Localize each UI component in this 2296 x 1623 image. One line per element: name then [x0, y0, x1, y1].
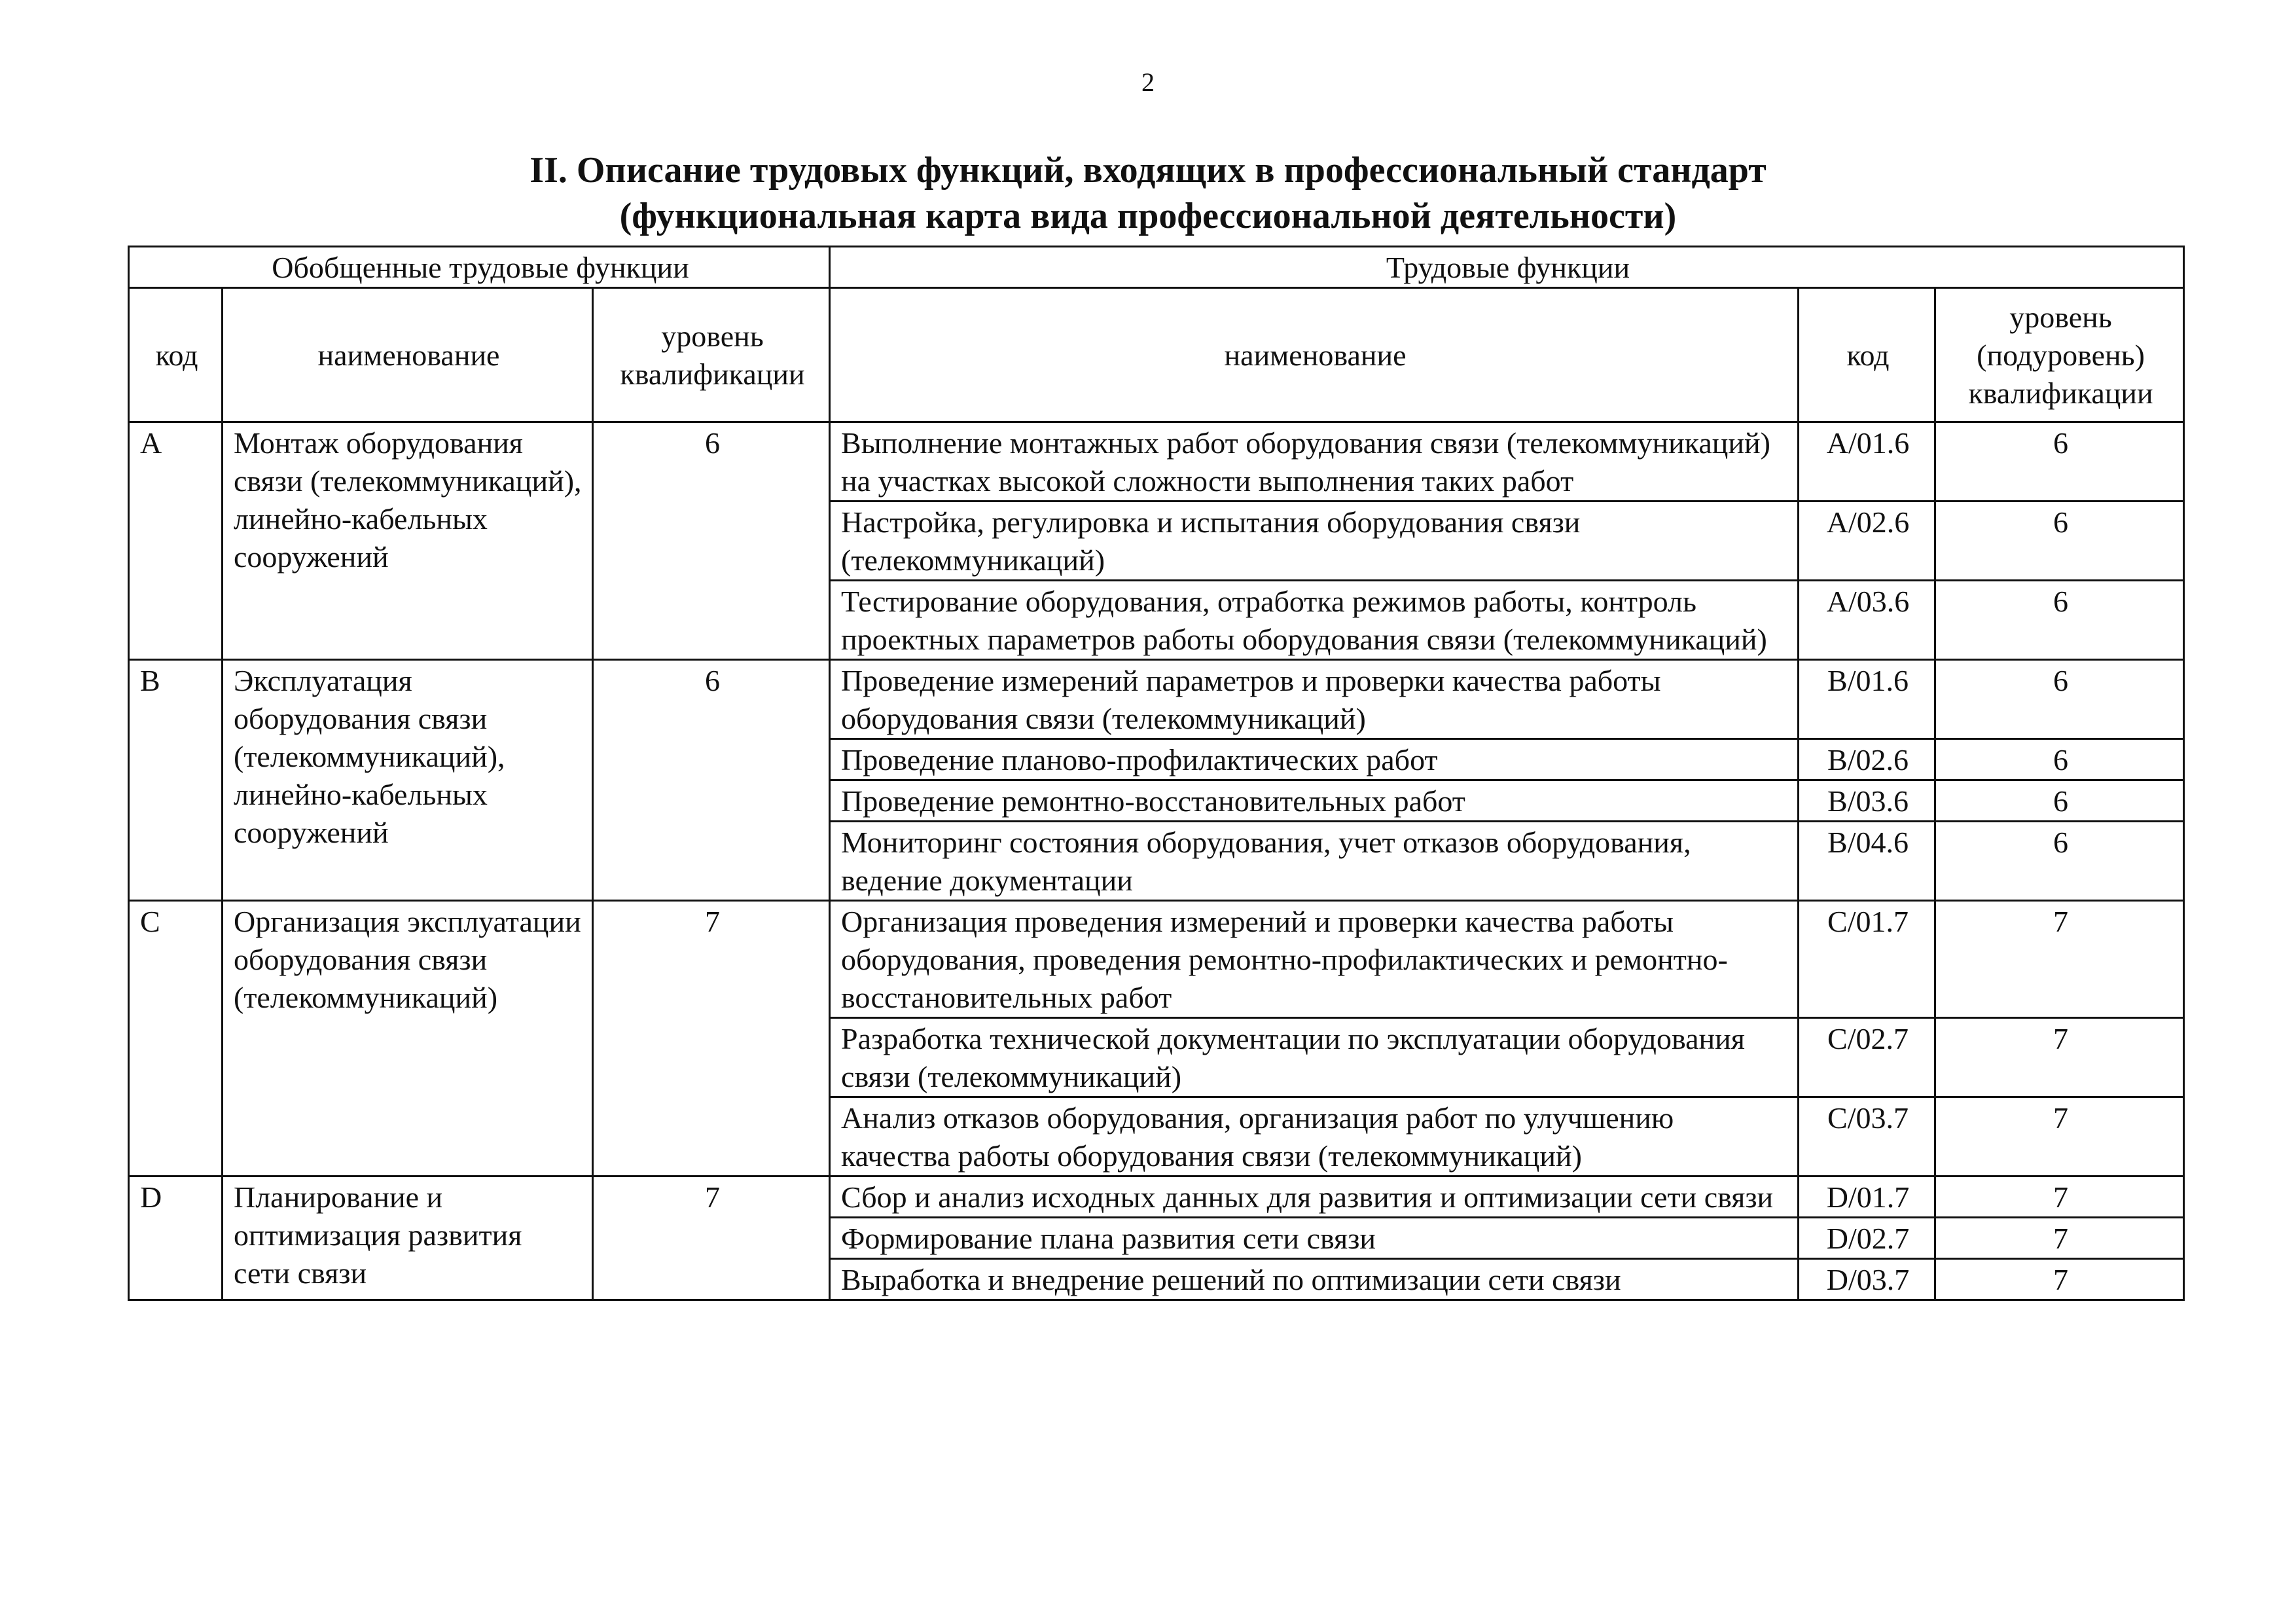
section-title-line-1: II. Описание трудовых функций, входящих в профессиональный стандарт [529, 150, 1767, 191]
functional-map-table [128, 246, 2185, 1301]
tf-level: 6 [1935, 422, 2184, 501]
tf-name: Проведение измерений параметров и проверки качества работы оборудования связи (телекоммуникаций) [830, 660, 1799, 739]
tf-name: Тестирование оборудования, отработка режимов работы, контроль проектных параметров работы оборудования связи (телекоммуникаций) [830, 581, 1799, 660]
gf-level: 6 [593, 422, 830, 660]
tf-code-header: код [1799, 288, 1935, 422]
tf-level: 7 [1935, 1218, 2184, 1259]
tf-code: C/01.7 [1799, 901, 1935, 1018]
tf-code: A/01.6 [1799, 422, 1935, 501]
gf-level: 7 [593, 901, 830, 1176]
table-row [129, 901, 2184, 1018]
gf-name: Монтаж оборудования связи (телекоммуникаций), линейно-кабельных сооружений [223, 422, 593, 660]
tf-code: D/03.7 [1799, 1259, 1935, 1300]
section-title-line-2: (функциональная карта вида профессиональной деятельности) [619, 196, 1677, 236]
tf-name: Анализ отказов оборудования, организация работ по улучшению качества работы оборудования связи (телекоммуникаций) [830, 1097, 1799, 1176]
tf-level: 7 [1935, 1018, 2184, 1097]
table-row [129, 422, 2184, 501]
tf-code: B/01.6 [1799, 660, 1935, 739]
tf-level: 6 [1935, 780, 2184, 822]
tf-name: Организация проведения измерений и проверки качества работы оборудования, проведения ремонтно-профилактических и ремонтно-восстановительных работ [830, 901, 1799, 1018]
tf-level: 6 [1935, 581, 2184, 660]
gf-code: C [129, 901, 223, 1176]
tf-level: 6 [1935, 501, 2184, 581]
table-row [129, 1176, 2184, 1218]
gf-code-header: код [129, 288, 223, 422]
table-row [129, 660, 2184, 739]
tf-name: Выработка и внедрение решений по оптимизации сети связи [830, 1259, 1799, 1300]
tf-name: Настройка, регулировка и испытания оборудования связи (телекоммуникаций) [830, 501, 1799, 581]
generalized-functions-header: Обобщенные трудовые функции [129, 247, 830, 288]
tf-level-header: уровень (подуровень) квалификации [1935, 288, 2184, 422]
tf-code: D/02.7 [1799, 1218, 1935, 1259]
gf-code: B [129, 660, 223, 901]
tf-code: B/04.6 [1799, 822, 1935, 901]
tf-name-header: наименование [830, 288, 1799, 422]
tf-name: Проведение ремонтно-восстановительных работ [830, 780, 1799, 822]
gf-level: 6 [593, 660, 830, 901]
tf-name: Проведение планово-профилактических работ [830, 739, 1799, 780]
tf-name: Сбор и анализ исходных данных для развития и оптимизации сети связи [830, 1176, 1799, 1218]
tf-level: 7 [1935, 1176, 2184, 1218]
gf-name: Планирование и оптимизация развития сети связи [223, 1176, 593, 1300]
tf-code: A/02.6 [1799, 501, 1935, 581]
tf-level: 6 [1935, 660, 2184, 739]
tf-level: 7 [1935, 1259, 2184, 1300]
tf-code: C/03.7 [1799, 1097, 1935, 1176]
tf-name: Мониторинг состояния оборудования, учет отказов оборудования, ведение документации [830, 822, 1799, 901]
gf-level: 7 [593, 1176, 830, 1300]
gf-level-header: уровень квалификации [593, 288, 830, 422]
tf-name: Разработка технической документации по эксплуатации оборудования связи (телекоммуникаций) [830, 1018, 1799, 1097]
gf-code: A [129, 422, 223, 660]
gf-name: Организация эксплуатации оборудования связи (телекоммуникаций) [223, 901, 593, 1176]
tf-code: B/03.6 [1799, 780, 1935, 822]
tf-code: A/03.6 [1799, 581, 1935, 660]
tf-name: Формирование плана развития сети связи [830, 1218, 1799, 1259]
tf-code: D/01.7 [1799, 1176, 1935, 1218]
gf-name: Эксплуатация оборудования связи (телекоммуникаций), линейно-кабельных сооружений [223, 660, 593, 901]
page-number: 2 [1141, 67, 1155, 97]
section-title [0, 147, 2296, 239]
tf-name: Выполнение монтажных работ оборудования связи (телекоммуникаций) на участках высокой сложности выполнения таких работ [830, 422, 1799, 501]
tf-level: 7 [1935, 901, 2184, 1018]
tf-level: 6 [1935, 739, 2184, 780]
gf-name-header: наименование [223, 288, 593, 422]
tf-code: B/02.6 [1799, 739, 1935, 780]
gf-code: D [129, 1176, 223, 1300]
tf-level: 7 [1935, 1097, 2184, 1176]
tf-code: C/02.7 [1799, 1018, 1935, 1097]
tf-level: 6 [1935, 822, 2184, 901]
labor-functions-header: Трудовые функции [830, 247, 2184, 288]
